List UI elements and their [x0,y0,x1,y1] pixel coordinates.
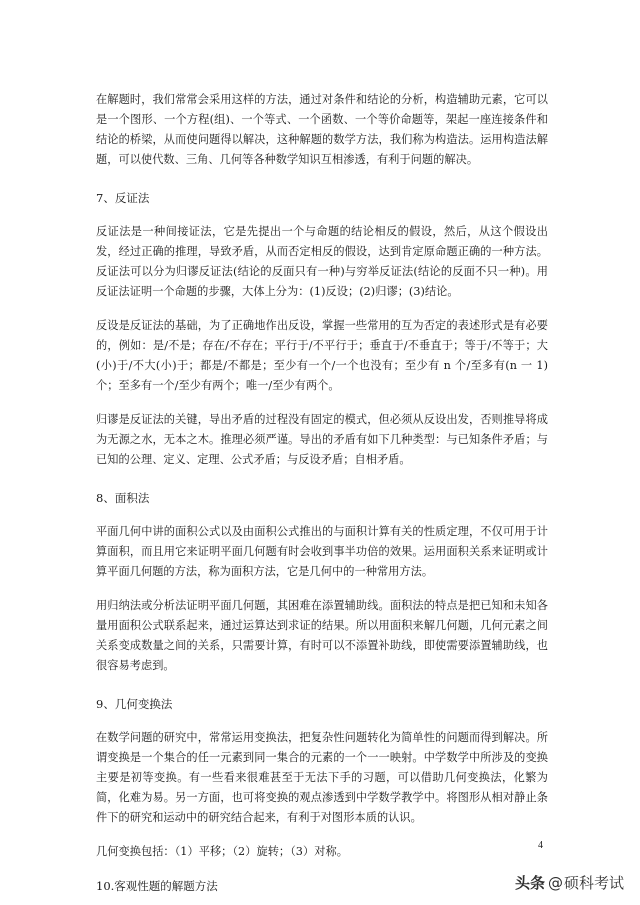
section-10-heading: 10.客观性题的解题方法 [96,879,218,893]
section-7-paragraph-1: 反证法是一种间接证法，它是先提出一个与命题的结论相反的假设，然后，从这个假设出发，经过正确的推理，导致矛盾，从而否定相反的假设，达到肯定原命题正确的一种方法。反证法可以分为归谬反证法(结论的反面只有一种)与穷举反证法(结论的反面不只一种)。用反证法证明一个命题的步骤，大体上分为：(1)反设；(2)归谬；(3)结论。 [96,225,548,298]
watermark-brand: 头条 [514,874,545,892]
intro-paragraph: 在解题时，我们常常会采用这样的方法，通过对条件和结论的分析，构造辅助元素，它可以是一个图形、一个方程(组)、一个等式、一个函数、一个等价命题等，架起一座连接条件和结论的桥梁，从而使问题得以解决，这种解题的数学方法，我们称为构造法。运用构造法解题，可以使代数、三角、几何等各种数学知识互相渗透，有利于问题的解决。 [96,93,548,166]
section-7-paragraph-3: 归谬是反证法的关键，导出矛盾的过程没有固定的模式，但必须从反设出发，否则推导将成为无源之水，无本之木。推理必须严谨。导出的矛盾有如下几种类型：与已知条件矛盾；与已知的公理、定义、定理、公式矛盾；与反设矛盾；自相矛盾。 [96,413,548,466]
watermark [515,872,624,893]
page-content [96,90,548,896]
section-9-heading: 9、几何变换法 [96,697,173,711]
section-9-paragraph-2: 几何变换包括：（1）平移；（2）旋转；（3）对称。 [96,845,348,858]
section-8-paragraph-2: 用归纳法或分析法证明平面几何题，其困难在添置辅助线。面积法的特点是把已知和未知各量用面积公式联系起来，通过运算达到求证的结果。所以用面积来解几何题，几何元素之间关系变成数量之间的关系，只需要计算，有时可以不添置补助线，即使需要添置辅助线，也很容易考虑到。 [96,599,548,672]
section-7-paragraph-2: 反设是反证法的基础，为了正确地作出反设，掌握一些常用的互为否定的表述形式是有必要的，例如：是/不是；存在/不存在；平行于/不平行于；垂直于/不垂直于；等于/不等于；大(小)于/不大(小)于；都是/不都是；至少有一个/一个也没有；至少有 n 个/至多有(n 一 1)个；至多有一个/至少有两个；唯一/至少有两个。 [96,319,548,392]
watermark-at-sign: @ [547,873,563,892]
watermark-account: 硕科考试 [563,874,624,892]
page-number: 4 [538,840,543,851]
section-7-heading: 7、反证法 [96,191,150,205]
section-9-paragraph-1: 在数学问题的研究中，常常运用变换法，把复杂性问题转化为简单性的问题而得到解决。所谓变换是一个集合的任一元素到同一集合的元素的一个一一映射。中学数学中所涉及的变换主要是初等变换。有一些看来很难甚至于无法下手的习题，可以借助几何变换法，化繁为简，化难为易。另一方面，也可将变换的观点渗透到中学数学教学中。将图形从相对静止条件下的研究和运动中的研究结合起来，有利于对图形本质的认识。 [96,731,548,824]
section-8-heading: 8、面积法 [96,491,150,505]
section-8-paragraph-1: 平面几何中讲的面积公式以及由面积公式推出的与面积计算有关的性质定理，不仅可用于计算面积，而且用它来证明平面几何题有时会收到事半功倍的效果。运用面积关系来证明或计算平面几何题的方法，称为面积方法，它是几何中的一种常用方法。 [96,525,548,578]
